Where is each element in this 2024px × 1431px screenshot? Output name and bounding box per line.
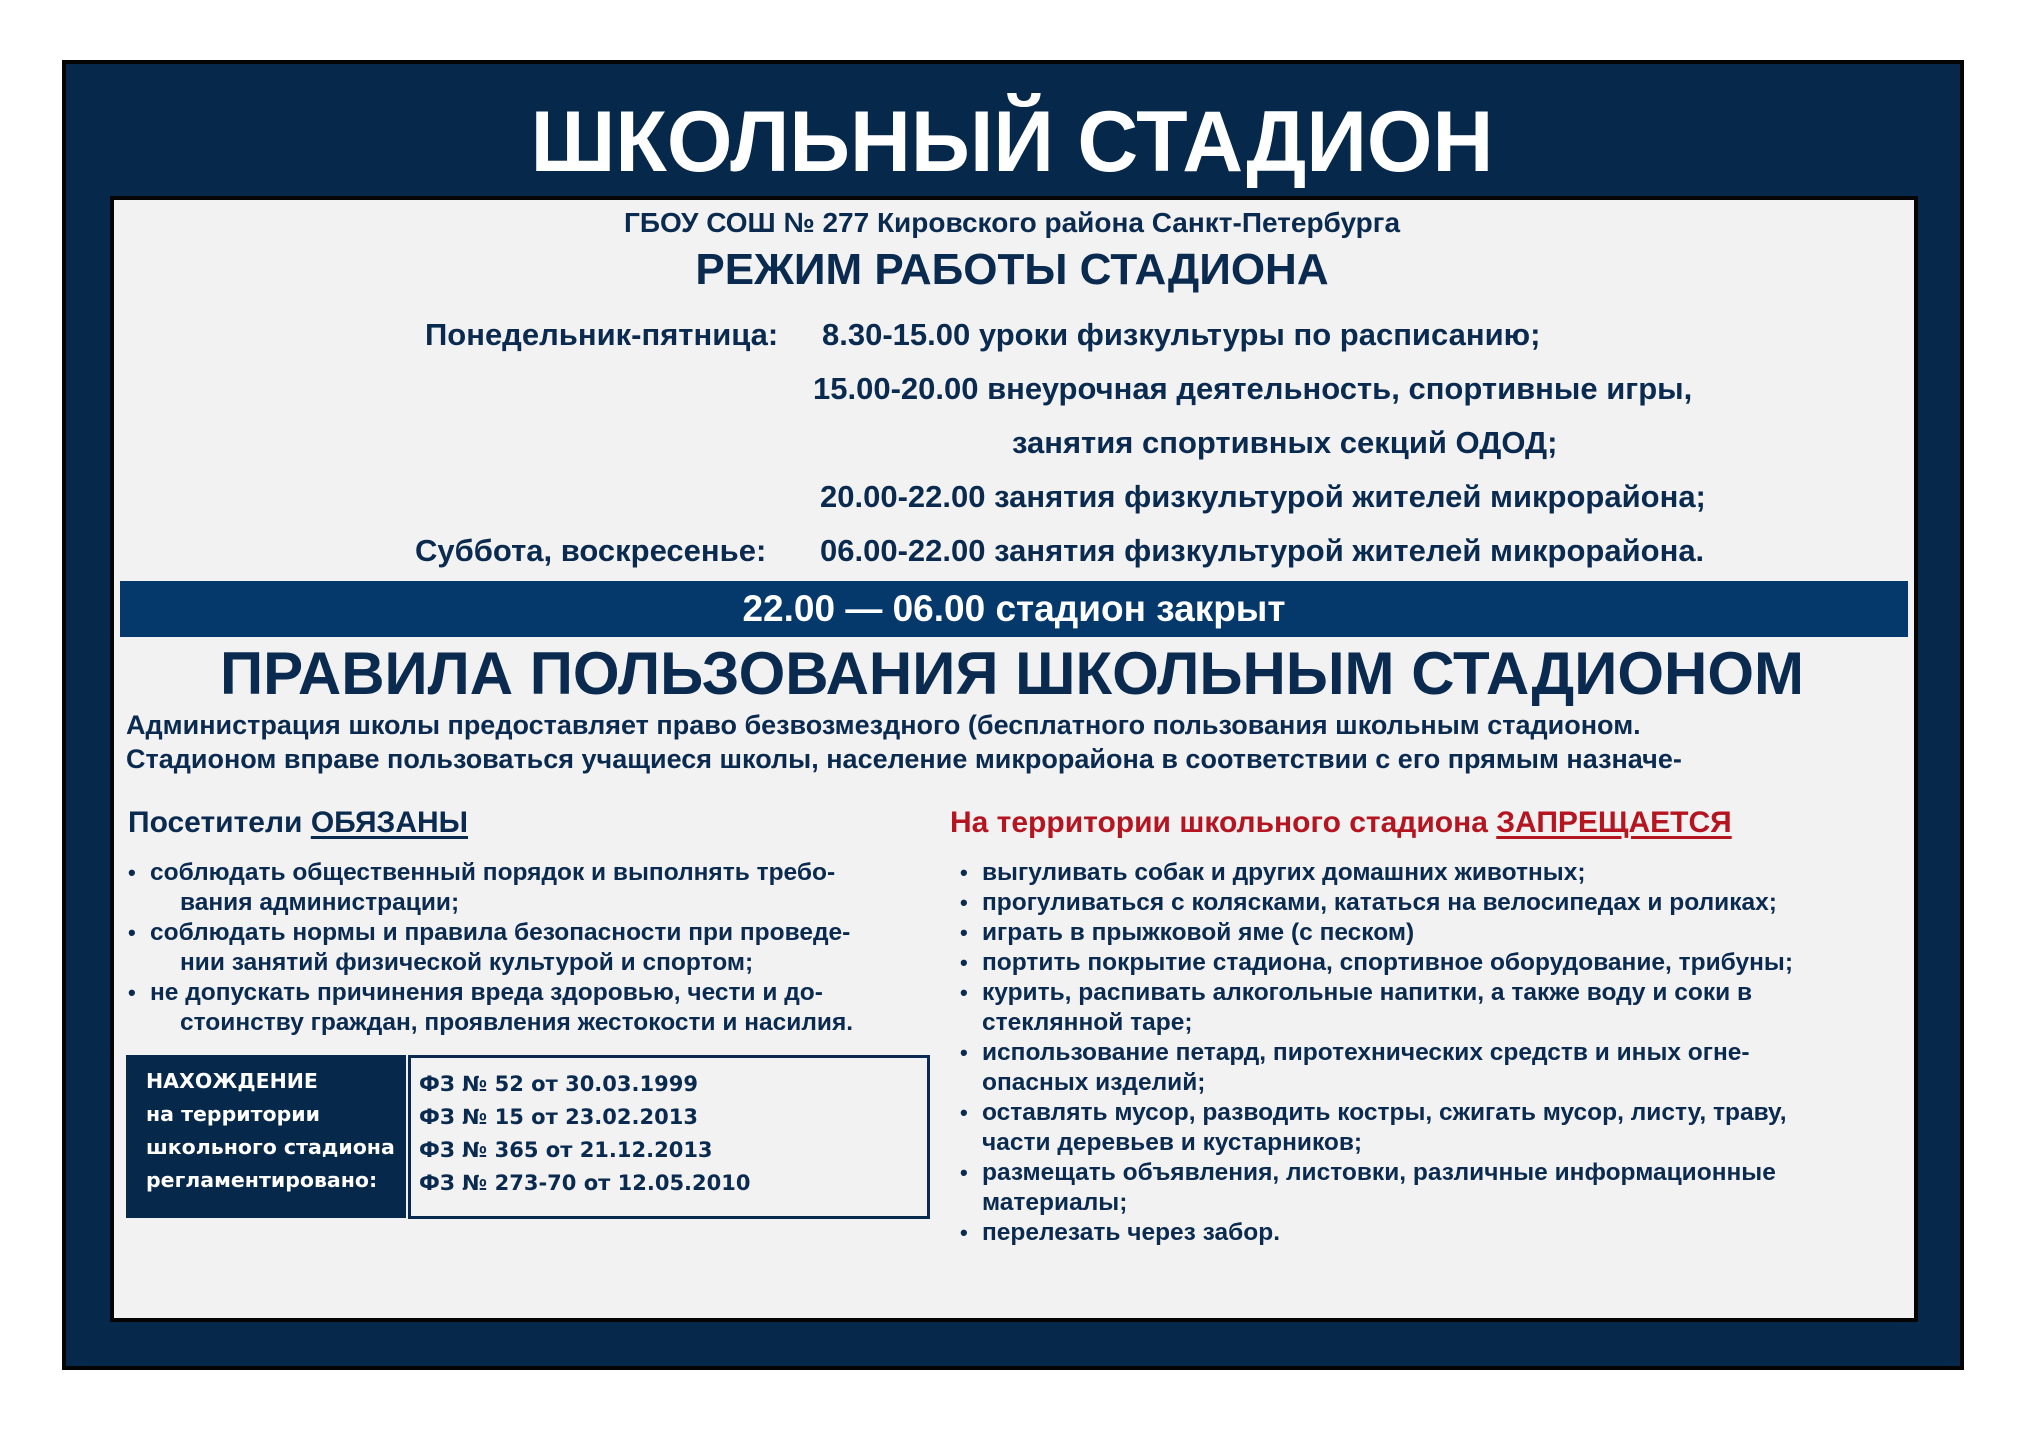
rules-intro-line-2: Стадионом вправе пользоваться учащиеся школы, население микрорайона в соответствии с его прямым назначе- — [126, 744, 1682, 774]
schedule-day-weekdays: Понедельник-пятница: — [425, 317, 779, 352]
rules-title: ПРАВИЛА ПОЛЬЗОВАНИЯ ШКОЛЬНЫМ СТАДИОНОМ — [220, 640, 1804, 707]
schedule-row-1 — [822, 316, 1540, 354]
bullet-icon: • — [128, 920, 136, 945]
closed-hours-banner: 22.00 — 06.00 стадион закрыт — [120, 581, 1908, 637]
prohibition-item: • использование петард, пиротехнических средств и иных огне- опасных изделий; — [960, 1039, 1750, 1096]
obligation-item: • не допускать причинения вреда здоровью, чести и до- стоинству граждан, проявления жестокости и насилия. — [128, 979, 854, 1036]
schedule-activity: уроки физкультуры по расписанию; — [978, 317, 1541, 352]
schedule-time: 20.00-22.00 — [820, 479, 986, 514]
schedule-activity: занятия физкультурой жителей микрорайона. — [994, 533, 1705, 568]
law-reference: ФЗ № 52 от 30.03.1999 — [419, 1072, 698, 1096]
bullet-icon: • — [960, 920, 968, 945]
obligations-heading-emphasis: ОБЯЗАНЫ — [310, 806, 469, 839]
law-reference: ФЗ № 15 от 23.02.2013 — [419, 1105, 698, 1129]
schedule-row-4 — [820, 478, 1706, 516]
bullet-icon: • — [128, 860, 136, 885]
bullet-icon: • — [128, 980, 136, 1005]
schedule-time: 06.00-22.00 — [820, 533, 986, 568]
sign-title: ШКОЛЬНЫЙ СТАДИОН — [530, 94, 1494, 190]
bullet-icon: • — [960, 1100, 968, 1125]
prohibition-item: • перелезать через забор. — [960, 1219, 1281, 1246]
prohibitions-heading — [950, 804, 1732, 842]
schedule-day-weekend: Суббота, воскресенье: — [415, 533, 767, 568]
bullet-icon: • — [960, 950, 968, 975]
schedule-time: 8.30-15.00 — [822, 317, 971, 352]
obligations-list — [128, 858, 854, 1038]
schedule-row-2 — [813, 370, 1692, 408]
prohibition-item: • портить покрытие стадиона, спортивное оборудование, трибуны; — [960, 949, 1794, 976]
schedule-activity: внеурочная деятельность, спортивные игры, — [987, 371, 1693, 406]
schedule-activity: занятия спортивных секций ОДОД; — [1012, 425, 1558, 460]
schedule-activity: занятия физкультурой жителей микрорайона; — [994, 479, 1706, 514]
prohibition-item: • прогуливаться с колясками, кататься на велосипедах и роликах; — [960, 889, 1777, 916]
obligations-heading — [128, 804, 468, 842]
prohibition-item: • выгуливать собак и других домашних животных; — [960, 859, 1586, 886]
law-reference: ФЗ № 273-70 от 12.05.2010 — [419, 1171, 751, 1195]
schedule-row-3 — [1012, 424, 1557, 462]
prohibition-item: • играть в прыжковой яме (с песком) — [960, 919, 1415, 946]
legal-basis-laws — [408, 1055, 930, 1219]
rules-intro-line-1: Администрация школы предоставляет право безвозмездного (бесплатного пользования школьным стадионом. — [126, 710, 1641, 740]
prohibitions-heading-emphasis: ЗАПРЕЩАЕТСЯ — [1496, 806, 1732, 839]
schedule-title: РЕЖИМ РАБОТЫ СТАДИОНА — [695, 245, 1329, 294]
bullet-icon: • — [960, 980, 968, 1005]
prohibitions-list — [960, 858, 1794, 1248]
prohibition-item: • курить, распивать алкогольные напитки, а также воду и соки в стеклянной таре; — [960, 979, 1753, 1036]
schedule-time: 15.00-20.00 — [813, 371, 979, 406]
bullet-icon: • — [960, 1160, 968, 1185]
bullet-icon: • — [960, 890, 968, 915]
law-reference: ФЗ № 365 от 21.12.2013 — [419, 1138, 713, 1162]
legal-basis-label: НАХОЖДЕНИЕ на территории школьного стадиона регламентировано: — [126, 1055, 406, 1218]
prohibition-item: • размещать объявления, листовки, различные информационные материалы; — [960, 1159, 1776, 1216]
obligation-item: • соблюдать общественный порядок и выполнять требо- вания администрации; — [128, 859, 836, 916]
school-name: ГБОУ СОШ № 277 Кировского района Санкт-Петербурга — [623, 207, 1401, 238]
obligation-item: • соблюдать нормы и правила безопасности при проведе- нии занятий физической культурой и спортом; — [128, 919, 851, 976]
obligations-heading-prefix: Посетители — [128, 806, 311, 839]
prohibition-item: • оставлять мусор, разводить костры, сжигать мусор, листу, траву, части деревьев и кустарников; — [960, 1099, 1787, 1156]
bullet-icon: • — [960, 1040, 968, 1065]
prohibitions-heading-prefix: На территории школьного стадиона — [950, 806, 1497, 839]
schedule-row-5 — [820, 532, 1704, 570]
bullet-icon: • — [960, 860, 968, 885]
bullet-icon: • — [960, 1220, 968, 1245]
